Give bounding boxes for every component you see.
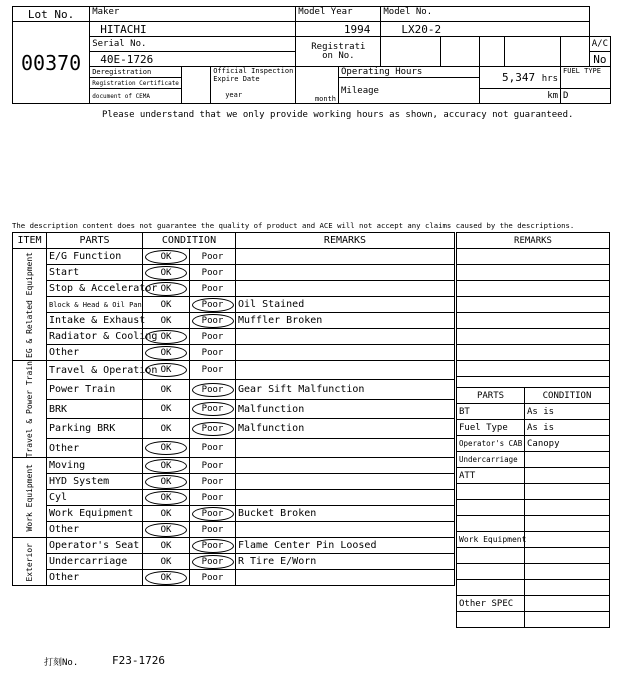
table-row: [457, 564, 610, 580]
remark: [236, 361, 455, 380]
condition-poor: [190, 313, 236, 329]
table-row: [13, 361, 455, 380]
remark: [236, 249, 455, 265]
right-parts-header: PARTS: [457, 388, 525, 404]
condition-poor: [190, 329, 236, 345]
part-name: E/G Function: [47, 249, 143, 265]
right-part: ATT: [457, 468, 525, 484]
month-label: month: [296, 67, 339, 104]
category-label: Work Equipment: [13, 458, 47, 538]
table-row: [13, 297, 455, 313]
condition-poor: [190, 361, 236, 380]
table-row: [13, 474, 455, 490]
condition-ok: [143, 458, 190, 474]
remark: [236, 329, 455, 345]
condition-ok: [143, 313, 190, 329]
table-row: [457, 420, 610, 436]
table-row: [13, 399, 455, 418]
registration-cell-5: [561, 37, 590, 67]
remark: Malfunction: [236, 419, 455, 438]
remarks-right-cell: [457, 361, 610, 377]
poor-mark: Poor: [192, 422, 234, 436]
right-part: [457, 564, 525, 580]
model-year-value: 1994: [296, 22, 381, 37]
part-name: Power Train: [47, 380, 143, 399]
table-row: [13, 281, 455, 297]
poor-mark: Poor: [201, 492, 224, 503]
model-no-value: LX20-2: [381, 22, 589, 37]
part-name: Intake & Exhaust: [47, 313, 143, 329]
right-condition: Canopy: [525, 436, 610, 452]
ok-mark: OK: [145, 346, 187, 360]
poor-mark: Poor: [201, 572, 224, 583]
poor-mark: Poor: [192, 402, 234, 416]
ok-mark: OK: [145, 475, 187, 489]
condition-poor: [190, 458, 236, 474]
model-no-label: Model No.: [381, 7, 589, 22]
registration-cell-1: [381, 37, 441, 67]
table-row: [457, 313, 610, 329]
remarks-right-cell: [457, 329, 610, 345]
table-row: [13, 265, 455, 281]
table-row: [13, 554, 455, 570]
table-row: [13, 249, 455, 265]
condition-poor: [190, 474, 236, 490]
right-part: [457, 548, 525, 564]
ok-mark: OK: [145, 266, 187, 280]
poor-mark: Poor: [201, 524, 224, 535]
remark: [236, 265, 455, 281]
remarks-right-cell: [457, 313, 610, 329]
right-condition: [525, 580, 610, 596]
part-name: Cyl: [47, 490, 143, 506]
fuel-type-value: D: [561, 89, 611, 104]
remark: [236, 474, 455, 490]
remark: [236, 438, 455, 458]
condition-ok: [143, 474, 190, 490]
part-name: Other: [47, 570, 143, 586]
condition-poor: [190, 297, 236, 313]
right-condition: As is: [525, 420, 610, 436]
poor-mark: Poor: [192, 507, 234, 521]
inspection-cell: Official Inspection Expire Date year: [211, 67, 296, 104]
deregistration-label: Deregistration: [90, 67, 182, 78]
table-row: [13, 458, 455, 474]
poor-mark: Poor: [201, 443, 224, 454]
right-condition: [525, 500, 610, 516]
condition-ok: [143, 380, 190, 399]
condition-poor: [190, 265, 236, 281]
condition-poor: [190, 419, 236, 438]
condition-poor: [190, 538, 236, 554]
registration-cell-3: [479, 37, 504, 67]
poor-mark: Poor: [201, 347, 224, 358]
spacer-cell: [457, 377, 610, 388]
table-row: [457, 548, 610, 564]
condition-ok: [143, 329, 190, 345]
remark: Muffler Broken: [236, 313, 455, 329]
table-row: [457, 265, 610, 281]
table-row: [457, 345, 610, 361]
table-row: [457, 516, 610, 532]
table-row: [457, 596, 610, 612]
right-condition: [525, 612, 610, 628]
right-condition: [525, 484, 610, 500]
condition-ok: [143, 522, 190, 538]
ok-mark: OK: [145, 459, 187, 473]
ok-mark: OK: [160, 508, 172, 519]
remark: [236, 458, 455, 474]
poor-mark: Poor: [201, 267, 224, 278]
right-condition: As is: [525, 404, 610, 420]
condition-ok: [143, 438, 190, 458]
poor-mark: Poor: [201, 460, 224, 471]
condition-poor: [190, 490, 236, 506]
remark: [236, 570, 455, 586]
poor-mark: Poor: [201, 365, 224, 376]
ok-mark: OK: [160, 540, 172, 551]
table-row: [457, 436, 610, 452]
ok-mark: OK: [145, 282, 187, 296]
condition-ok: [143, 554, 190, 570]
right-part: [457, 580, 525, 596]
poor-mark: Poor: [201, 476, 224, 487]
remarks-right-cell: [457, 249, 610, 265]
condition-poor: [190, 380, 236, 399]
registration-certificate-label: Registration Certificate: [90, 78, 182, 89]
part-name: BRK: [47, 399, 143, 418]
ac-value: No: [589, 52, 610, 67]
table-row: [457, 281, 610, 297]
poor-mark: Poor: [192, 298, 234, 312]
poor-mark: Poor: [201, 251, 224, 262]
table-row: [457, 377, 610, 388]
km-unit: km: [479, 89, 560, 104]
condition-table: [12, 232, 455, 586]
parts-header: PARTS: [47, 233, 143, 249]
cema-label: document of CEMA: [90, 89, 182, 104]
right-condition: [525, 596, 610, 612]
table-row: [13, 380, 455, 399]
right-part: BT: [457, 404, 525, 420]
part-name: Start: [47, 265, 143, 281]
stamp-number: F23-1726: [112, 654, 165, 667]
right-part: [457, 612, 525, 628]
ok-mark: OK: [160, 384, 172, 395]
model-year-label: Model Year: [296, 7, 381, 22]
ok-mark: OK: [145, 441, 187, 455]
right-table: [456, 232, 610, 628]
ok-mark: OK: [160, 556, 172, 567]
part-name: Stop & Accelerator: [47, 281, 143, 297]
condition-ok: [143, 361, 190, 380]
header-table: [12, 6, 611, 104]
table-row: [13, 329, 455, 345]
part-name: Radiator & Cooling: [47, 329, 143, 345]
condition-poor: [190, 345, 236, 361]
remark: [236, 345, 455, 361]
condition-poor: [190, 281, 236, 297]
item-header: ITEM: [13, 233, 47, 249]
ok-mark: OK: [145, 523, 187, 537]
maker-label: Maker: [90, 7, 296, 22]
part-name: Block & Head & Oil Pan: [47, 297, 143, 313]
category-label: EG & Related Equipment: [13, 249, 47, 361]
poor-mark: Poor: [192, 555, 234, 569]
ok-mark: OK: [160, 404, 172, 415]
other-spec-label: Other SPEC: [457, 596, 525, 612]
condition-poor: [190, 438, 236, 458]
registration-cell-2: [441, 37, 480, 67]
serial-value: 40E-1726: [90, 52, 296, 67]
registration-label: Registrati on No.: [296, 37, 381, 67]
right-condition: [525, 532, 610, 548]
condition-header: CONDITION: [143, 233, 236, 249]
right-condition-header: CONDITION: [525, 388, 610, 404]
right-condition: [525, 452, 610, 468]
condition-ok: [143, 570, 190, 586]
serial-label: Serial No.: [90, 37, 296, 52]
registration-cell-4: [505, 37, 561, 67]
condition-ok: [143, 297, 190, 313]
table-row: [13, 522, 455, 538]
table-row: [457, 452, 610, 468]
table-row: [13, 313, 455, 329]
condition-ok: [143, 399, 190, 418]
stamp-label: 打刻No.: [44, 658, 79, 668]
ok-mark: OK: [145, 571, 187, 585]
ok-mark: OK: [160, 423, 172, 434]
poor-mark: Poor: [201, 331, 224, 342]
remark: Oil Stained: [236, 297, 455, 313]
right-part: [457, 484, 525, 500]
part-name: Other: [47, 438, 143, 458]
table-row: [457, 612, 610, 628]
ok-mark: OK: [145, 330, 187, 344]
lot-number: 00370: [13, 22, 90, 104]
table-row: [457, 388, 610, 404]
remark: Bucket Broken: [236, 506, 455, 522]
poor-mark: Poor: [192, 314, 234, 328]
poor-mark: Poor: [192, 383, 234, 397]
work-equipment-label: Work Equipment: [457, 532, 525, 548]
lot-label: Lot No.: [13, 7, 90, 22]
poor-mark: Poor: [201, 283, 224, 294]
table-row: [13, 570, 455, 586]
table-row: [457, 249, 610, 265]
condition-ok: [143, 249, 190, 265]
right-condition: [525, 516, 610, 532]
condition-poor: [190, 554, 236, 570]
table-row: [13, 490, 455, 506]
category-label: Exterior: [13, 538, 47, 586]
part-name: Other: [47, 345, 143, 361]
condition-ok: [143, 281, 190, 297]
table-row: [457, 361, 610, 377]
right-part: Fuel Type: [457, 420, 525, 436]
condition-poor: [190, 249, 236, 265]
condition-poor: [190, 506, 236, 522]
part-name: Operator's Seat: [47, 538, 143, 554]
deregistration-check: [181, 67, 210, 104]
remarks-right-cell: [457, 281, 610, 297]
condition-ok: [143, 538, 190, 554]
condition-poor: [190, 399, 236, 418]
table-row: [457, 329, 610, 345]
condition-ok: [143, 506, 190, 522]
mileage-label: Mileage: [339, 78, 480, 104]
condition-ok: [143, 265, 190, 281]
table-row: [13, 419, 455, 438]
ok-mark: OK: [160, 299, 172, 310]
part-name: Other: [47, 522, 143, 538]
ac-label: A/C: [589, 37, 610, 52]
disclaimer-text: The description content does not guarantee the quality of product and ACE will not accept any claims caused by the descriptions.: [12, 221, 575, 230]
table-row: [457, 468, 610, 484]
part-name: Undercarriage: [47, 554, 143, 570]
remarks-right-cell: [457, 297, 610, 313]
table-row: [457, 500, 610, 516]
table-row: [457, 580, 610, 596]
part-name: HYD System: [47, 474, 143, 490]
table-row: [13, 538, 455, 554]
remark: [236, 281, 455, 297]
remarks-right-cell: [457, 345, 610, 361]
maker-value: HITACHI: [90, 22, 296, 37]
table-row: [457, 484, 610, 500]
table-row: [457, 297, 610, 313]
condition-ok: [143, 345, 190, 361]
ok-mark: OK: [160, 315, 172, 326]
right-condition: [525, 564, 610, 580]
remarks-header: REMARKS: [236, 233, 455, 249]
ok-mark: OK: [145, 363, 187, 377]
condition-poor: [190, 570, 236, 586]
right-part: [457, 516, 525, 532]
remark: R Tire E/Worn: [236, 554, 455, 570]
ok-mark: OK: [145, 491, 187, 505]
remark: Malfunction: [236, 399, 455, 418]
part-name: Work Equipment: [47, 506, 143, 522]
right-condition: [525, 468, 610, 484]
remark: Gear Sift Malfunction: [236, 380, 455, 399]
remarks-right-cell: [457, 265, 610, 281]
category-label: Travel & Power Train: [13, 361, 47, 458]
operating-hours-label: Operating Hours: [339, 67, 480, 78]
table-row: [457, 532, 610, 548]
notice-text: Please understand that we only provide working hours as shown, accuracy not guaranteed.: [102, 110, 574, 120]
remark: [236, 490, 455, 506]
remarks-right-header: REMARKS: [457, 233, 610, 249]
table-row: [457, 233, 610, 249]
condition-ok: [143, 419, 190, 438]
condition-ok: [143, 490, 190, 506]
condition-poor: [190, 522, 236, 538]
remark: Flame Center Pin Loosed: [236, 538, 455, 554]
table-row: [13, 506, 455, 522]
ok-mark: OK: [145, 250, 187, 264]
remark: [236, 522, 455, 538]
right-part: [457, 500, 525, 516]
poor-mark: Poor: [192, 539, 234, 553]
part-name: Travel & Operation: [47, 361, 143, 380]
right-part: Operator's CAB: [457, 436, 525, 452]
table-row: [13, 345, 455, 361]
table-row: [457, 404, 610, 420]
right-condition: [525, 548, 610, 564]
part-name: Moving: [47, 458, 143, 474]
right-part: Undercarriage: [457, 452, 525, 468]
operating-hours-value: 5,347 hrs: [479, 67, 560, 89]
table-row: [13, 438, 455, 458]
fuel-type-label: FUEL TYPE: [561, 67, 611, 89]
part-name: Parking BRK: [47, 419, 143, 438]
